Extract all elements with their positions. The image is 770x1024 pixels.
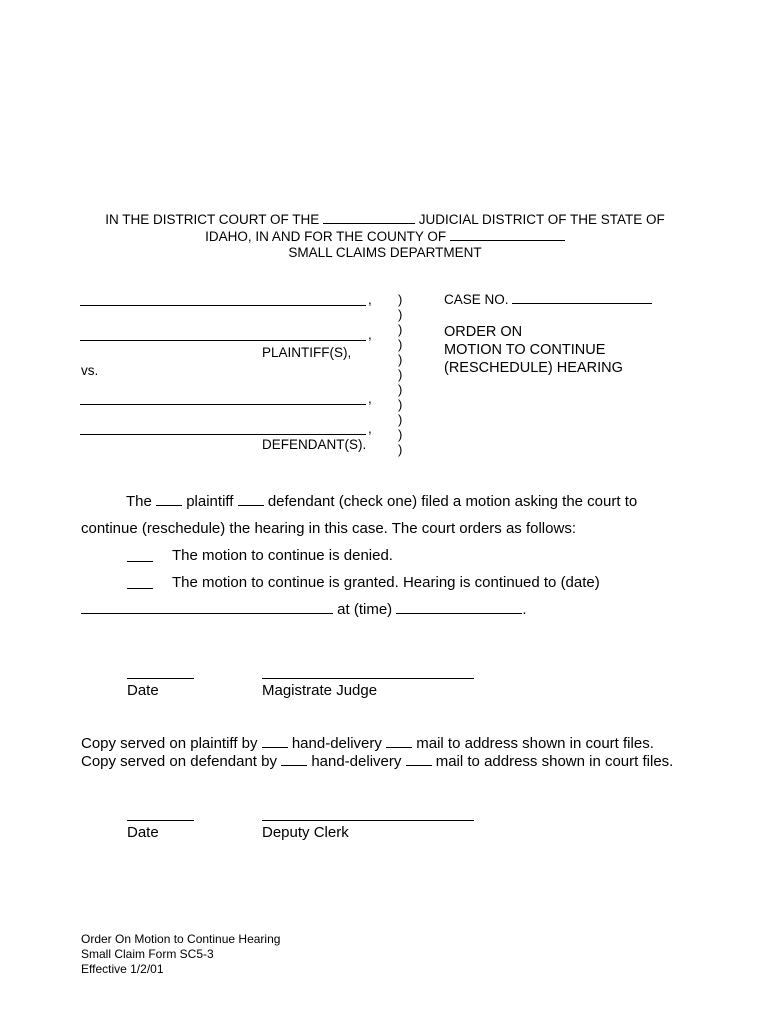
plaintiffs-label: PLAINTIFF(S), xyxy=(262,345,352,360)
service-defendant-text-b: hand-delivery xyxy=(311,753,402,770)
service-plaintiff-text-a: Copy served on plaintiff by xyxy=(81,735,258,752)
at-time-label: at (time) xyxy=(337,601,393,618)
service-defendant-text-a: Copy served on defendant by xyxy=(81,753,277,770)
motion-paragraph-line-2: continue (reschedule) the hearing in this case. The court orders as follows: xyxy=(81,520,576,537)
service-defendant-mail-blank xyxy=(406,754,432,766)
paren: ) xyxy=(398,307,403,322)
paren: ) xyxy=(398,352,403,367)
document-title-line-1: ORDER ON xyxy=(444,324,523,340)
footer-effective-date: Effective 1/2/01 xyxy=(81,962,164,976)
judge-date-line xyxy=(127,678,194,679)
case-number-blank xyxy=(512,292,652,304)
judicial-district-blank xyxy=(323,212,415,224)
defendant-name-line-2 xyxy=(80,434,366,435)
county-label: IDAHO, IN AND FOR THE COUNTY OF xyxy=(205,229,447,244)
plaintiff-name-line-1 xyxy=(80,305,366,306)
case-number-field xyxy=(444,292,652,307)
paren: ) xyxy=(398,442,403,457)
plaintiff-word: plaintiff xyxy=(186,493,234,510)
paren: ) xyxy=(398,427,403,442)
court-header-line-2 xyxy=(0,229,770,244)
paren: ) xyxy=(398,382,403,397)
plaintiff-comma-1: , xyxy=(368,292,372,307)
paren: ) xyxy=(398,412,403,427)
court-header-text-b: JUDICIAL DISTRICT OF THE STATE OF xyxy=(418,212,665,227)
deputy-clerk-label: Deputy Clerk xyxy=(262,824,349,841)
defendant-check-blank xyxy=(238,494,264,506)
footer-form-name: Order On Motion to Continue Hearing xyxy=(81,932,281,946)
continued-date-time-line xyxy=(81,601,527,618)
plaintiff-name-line-2 xyxy=(80,340,366,341)
defendants-label: DEFENDANT(S). xyxy=(262,437,367,452)
service-plaintiff-text-c: mail to address shown in court files. xyxy=(416,735,654,752)
magistrate-judge-label: Magistrate Judge xyxy=(262,682,378,699)
judge-date-label: Date xyxy=(127,682,159,699)
footer-form-number: Small Claim Form SC5-3 xyxy=(81,947,214,961)
service-plaintiff-mail-blank xyxy=(386,736,412,748)
paren: ) xyxy=(398,292,403,307)
court-header-line-3: SMALL CLAIMS DEPARTMENT xyxy=(288,245,482,260)
plaintiff-comma-2: , xyxy=(368,327,372,342)
form-footer xyxy=(81,932,280,977)
option-granted-label: The motion to continue is granted. Hearing is continued to (date) xyxy=(172,574,600,591)
document-title-line-3: (RESCHEDULE) HEARING xyxy=(444,360,623,376)
judge-signature-line xyxy=(262,678,474,679)
service-plaintiff-text-b: hand-delivery xyxy=(291,735,382,752)
service-defendant-text-c: mail to address shown in court files. xyxy=(435,753,674,770)
denied-check-blank xyxy=(127,561,153,562)
paren: ) xyxy=(398,367,403,382)
case-number-label: CASE NO. xyxy=(444,292,509,307)
court-header-text-a: IN THE DISTRICT COURT OF THE xyxy=(105,212,320,227)
continued-date-blank xyxy=(81,602,333,614)
court-header-line-1 xyxy=(0,212,770,227)
service-plaintiff-hand-blank xyxy=(262,736,288,748)
document-title-line-2: MOTION TO CONTINUE xyxy=(444,342,606,358)
granted-check-blank xyxy=(127,588,153,589)
defendant-comma-2: , xyxy=(368,421,372,436)
paren: ) xyxy=(398,322,403,337)
service-defendant-hand-blank xyxy=(281,754,307,766)
the-word: The xyxy=(126,493,152,510)
service-plaintiff-line xyxy=(81,735,654,752)
versus-label: vs. xyxy=(81,363,99,378)
defendant-comma-1: , xyxy=(368,391,372,406)
clerk-signature-line xyxy=(262,820,474,821)
clerk-date-label: Date xyxy=(127,824,159,841)
service-defendant-line xyxy=(81,753,673,770)
option-denied-label: The motion to continue is denied. xyxy=(172,547,393,564)
defendant-name-line-1 xyxy=(80,404,366,405)
continued-time-blank xyxy=(396,602,522,614)
county-blank xyxy=(450,229,565,241)
plaintiff-check-blank xyxy=(156,494,182,506)
motion-text: defendant (check one) filed a motion asking the court to xyxy=(267,493,638,510)
paren: ) xyxy=(398,397,403,412)
period: . xyxy=(522,601,527,618)
motion-paragraph-line-1 xyxy=(126,493,637,510)
caption-parentheses xyxy=(398,292,402,457)
paren: ) xyxy=(398,337,403,352)
clerk-date-line xyxy=(127,820,194,821)
